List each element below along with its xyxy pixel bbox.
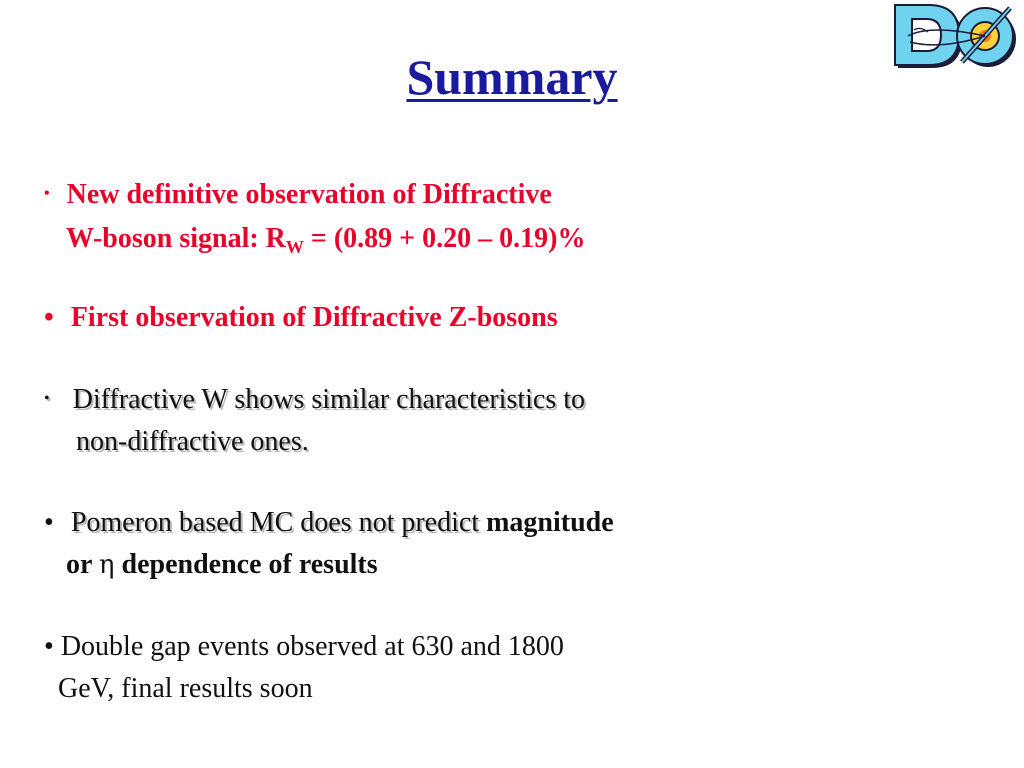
w-boson-signal-label: W-boson signal: R — [66, 223, 286, 254]
bullet-3-line-1 — [44, 386, 585, 414]
bullet-2-text: First observation of Diffractive Z-bosons — [70, 302, 558, 333]
bullet-5-marker: • — [44, 631, 54, 662]
rw-value: = (0.89 + 0.20 – 0.19)% — [303, 223, 586, 254]
bullet-5-text: Double gap events observed at 630 and 1800 — [53, 631, 564, 662]
bullet-4-line-2-b: dependence of results — [114, 549, 378, 580]
d0-logo-icon — [890, 2, 1020, 72]
bullet-3-marker: • — [44, 390, 50, 407]
rw-subscript: W — [285, 237, 304, 257]
bullet-5-line-2: GeV, final results soon — [58, 673, 313, 704]
bullet-4-line-2 — [66, 551, 378, 579]
eta-symbol: η — [98, 550, 115, 580]
bullet-1-marker: • — [44, 185, 50, 202]
bullet-4-marker: • — [44, 507, 54, 538]
bullet-3-text: Diffractive W shows similar characteristics to — [72, 384, 586, 415]
bullet-4-line-1 — [44, 509, 614, 537]
bullet-4-shadow-text: Pomeron based MC does not predict — [70, 507, 480, 538]
bullet-3-line-2: non-diffractive ones. — [76, 426, 309, 457]
bullet-1-line-2 — [66, 223, 586, 257]
bullet-1-text: New definitive observation of Diffractive — [66, 179, 552, 210]
slide-title: Summary — [406, 49, 618, 105]
bullet-1-line-1 — [44, 181, 552, 209]
bullet-4-line-2-a: or — [66, 549, 99, 580]
bullet-2-marker: • — [44, 302, 54, 333]
bullet-5-line-1 — [44, 633, 564, 661]
bullet-4-bold-text: magnitude — [479, 507, 614, 538]
bullet-2 — [44, 304, 558, 332]
